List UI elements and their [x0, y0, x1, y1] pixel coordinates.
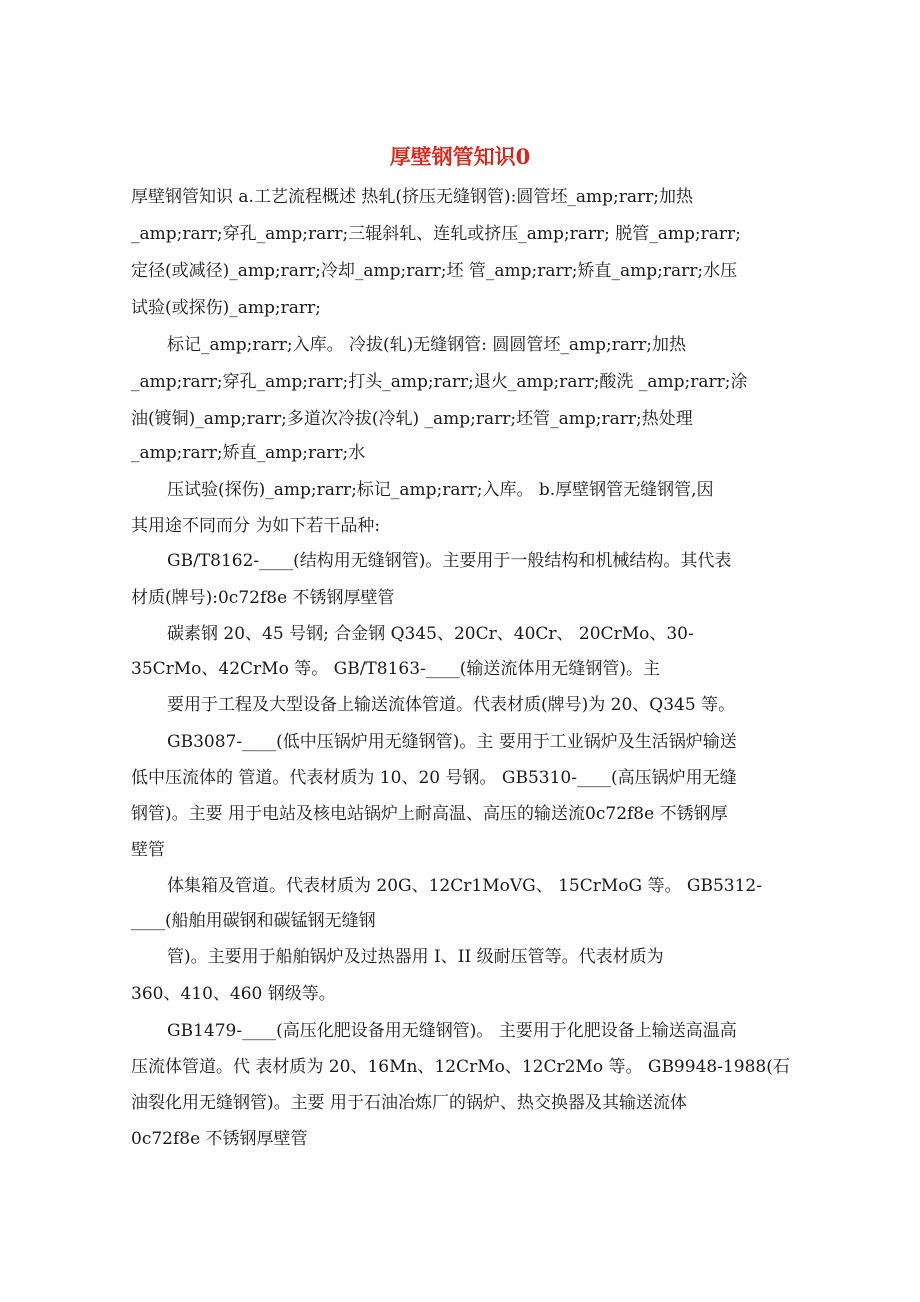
body-line-19: 壁管 [131, 840, 165, 860]
body-line-12: 材质(牌号):0c72f8e 不锈钢厚壁管 [131, 588, 395, 608]
body-line-14: 35CrMo、42CrMo 等。 GB/T8163-____(输送流体用无缝钢管)。主 [131, 659, 661, 679]
body-line-17: 低中压流体的 管道。代表材质为 10、20 号钢。 GB5310-____(高压锅炉用无缝 [131, 768, 737, 788]
body-line-26: 油裂化用无缝钢管)。主要 用于石油冶炼厂的锅炉、热交换器及其输送流体 [131, 1093, 688, 1113]
body-line-4: 试验(或探伤)_amp;rarr; [131, 298, 321, 318]
body-line-18: 钢管)。主要 用于电站及核电站锅炉上耐高温、高压的输送流0c72f8e 不锈钢厚 [131, 804, 728, 824]
body-line-21: ____(船舶用碳钢和碳锰钢无缝钢 [131, 911, 376, 931]
body-line-27: 0c72f8e 不锈钢厚壁管 [131, 1129, 308, 1149]
body-line-10: 其用途不同而分 为如下若干品种: [131, 516, 381, 536]
body-line-16: GB3087-____(低中压锅炉用无缝钢管)。主 要用于工业锅炉及生活锅炉输送 [167, 732, 737, 752]
body-line-7: 油(镀铜)_amp;rarr;多道次冷拔(冷轧) _amp;rarr;坯管_amp;rarr;热处理 [131, 409, 693, 429]
body-line-2: _amp;rarr;穿孔_amp;rarr;三辊斜轧、连轧或挤压_amp;rarr; 脱管_amp;rarr; [131, 224, 741, 244]
body-line-20: 体集箱及管道。代表材质为 20G、12Cr1MoVG、 15CrMoG 等。 GB5312- [167, 876, 762, 896]
body-line-24: GB1479-____(高压化肥设备用无缝钢管)。 主要用于化肥设备上输送高温高 [167, 1021, 737, 1041]
body-line-25: 压流体管道。代 表材质为 20、16Mn、12CrMo、12Cr2Mo 等。 GB9948-1988(石 [131, 1057, 790, 1077]
body-line-1: 厚壁钢管知识 a.工艺流程概述 热轧(挤压无缝钢管):圆管坯_amp;rarr;加热 [131, 187, 693, 207]
body-line-8: _amp;rarr;矫直_amp;rarr;水 [131, 443, 366, 463]
body-line-3: 定径(或减径)_amp;rarr;冷却_amp;rarr;坯 管_amp;rarr;矫直_amp;rarr;水压 [131, 261, 738, 281]
body-line-22: 管)。主要用于船舶锅炉及过热器用 I、II 级耐压管等。代表材质为 [167, 947, 664, 967]
body-line-5: 标记_amp;rarr;入库。 冷拔(轧)无缝钢管: 圆圆管坯_amp;rarr;加热 [167, 335, 687, 355]
body-line-9: 压试验(探伤)_amp;rarr;标记_amp;rarr;入库。 b.厚壁钢管无缝钢管,因 [167, 480, 714, 500]
body-line-15: 要用于工程及大型设备上输送流体管道。代表材质(牌号)为 20、Q345 等。 [167, 695, 736, 715]
body-line-6: _amp;rarr;穿孔_amp;rarr;打头_amp;rarr;退火_amp;rarr;酸洗 _amp;rarr;涂 [131, 372, 748, 392]
body-line-11: GB/T8162-____(结构用无缝钢管)。主要用于一般结构和机械结构。其代表 [167, 551, 732, 571]
body-line-13: 碳素钢 20、45 号钢; 合金钢 Q345、20Cr、40Cr、 20CrMo、30- [167, 624, 694, 644]
document-title: 厚壁钢管知识0 [389, 144, 531, 169]
body-line-23: 360、410、460 钢级等。 [131, 984, 336, 1004]
